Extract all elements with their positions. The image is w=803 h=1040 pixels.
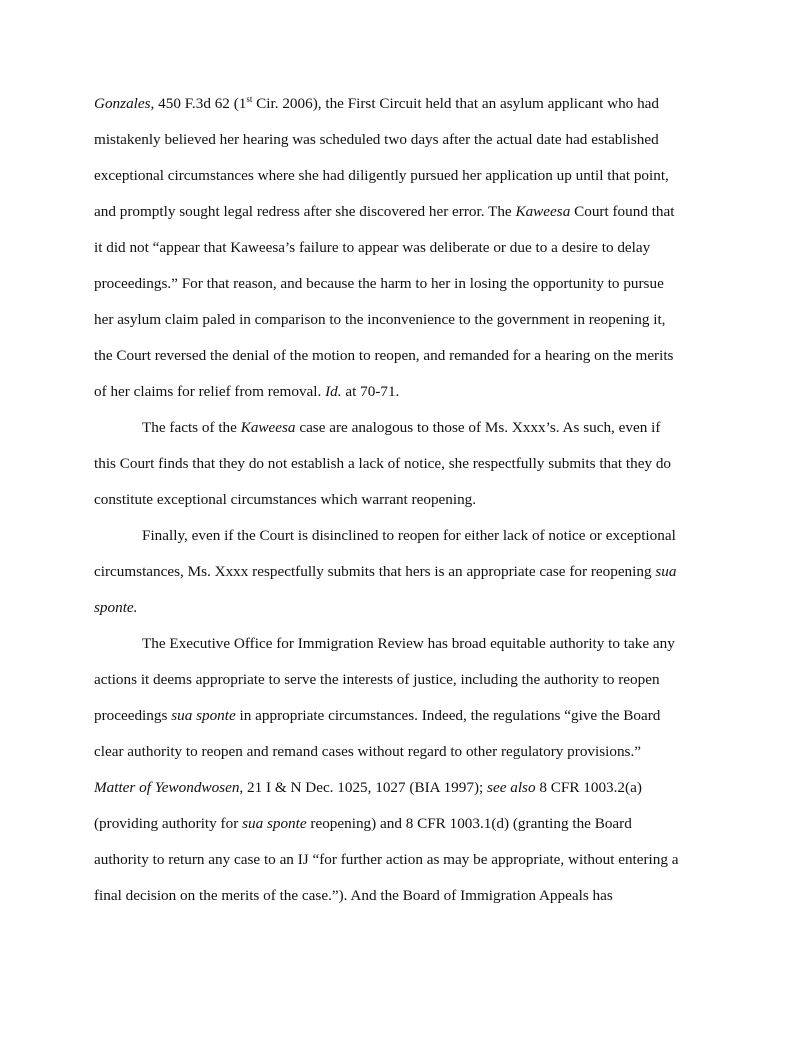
text-segment: proceedings.” For that reason, and because the harm to her in losing the opportunity to pursue — [94, 275, 664, 292]
text-segment: proceedings — [94, 707, 172, 724]
text-segment: at 70-71. — [341, 383, 400, 400]
text-line — [94, 734, 734, 770]
text-line — [94, 338, 734, 374]
text-segment: (providing authority for — [94, 815, 243, 832]
text-segment: constitute exceptional circumstances which warrant reopening. — [94, 491, 477, 508]
text-line — [94, 194, 734, 230]
body-text — [94, 86, 734, 914]
text-segment: her asylum claim paled in comparison to the inconvenience to the government in reopening it, — [94, 311, 666, 328]
text-segment: exceptional circumstances where she had diligently pursued her application up until that point, — [94, 167, 669, 184]
italic-text: sua — [655, 563, 677, 580]
text-line — [94, 374, 734, 410]
text-segment: Court found that — [570, 203, 675, 220]
text-segment: authority to return any case to an IJ “for further action as may be appropriate, without entering a — [94, 851, 679, 868]
text-segment: The facts of the — [142, 419, 241, 436]
text-segment: clear authority to reopen and remand cases without regard to other regulatory provisions.” — [94, 743, 641, 760]
superscript: st — [246, 93, 253, 104]
text-segment: , 450 F.3d 62 (1 — [150, 95, 247, 112]
text-segment: Finally, even if the Court is disinclined to reopen for either lack of notice or exceptional — [142, 527, 676, 544]
text-segment: and promptly sought legal redress after she discovered her error. The — [94, 203, 516, 220]
italic-text: Id. — [325, 383, 342, 400]
text-line — [94, 806, 734, 842]
text-segment: the Court reversed the denial of the motion to reopen, and remanded for a hearing on the merits — [94, 347, 674, 364]
text-line — [94, 518, 734, 554]
text-segment: Cir. 2006), the First Circuit held that an asylum applicant who had — [252, 95, 659, 112]
text-line — [94, 158, 734, 194]
italic-text: sua sponte — [242, 815, 307, 832]
text-segment: 8 CFR 1003.2(a) — [535, 779, 642, 796]
text-line — [94, 554, 734, 590]
text-segment: of her claims for relief from removal. — [94, 383, 326, 400]
text-line — [94, 266, 734, 302]
text-segment: mistakenly believed her hearing was scheduled two days after the actual date had established — [94, 131, 659, 148]
text-segment: case are analogous to those of Ms. Xxxx’s. As such, even if — [295, 419, 661, 436]
text-line — [94, 482, 734, 518]
text-line — [94, 446, 734, 482]
text-line — [94, 86, 734, 122]
text-segment: circumstances, Ms. Xxxx respectfully submits that hers is an appropriate case for reopening — [94, 563, 656, 580]
text-line — [94, 626, 734, 662]
text-line — [94, 878, 734, 914]
text-line — [94, 410, 734, 446]
text-segment: The Executive Office for Immigration Review has broad equitable authority to take any — [142, 635, 675, 652]
text-line — [94, 302, 734, 338]
text-segment: it did not “appear that Kaweesa’s failure to appear was deliberate or due to a desire to delay — [94, 239, 651, 256]
text-line — [94, 842, 734, 878]
text-line — [94, 662, 734, 698]
italic-text: Kaweesa — [515, 203, 571, 220]
text-segment: this Court finds that they do not establish a lack of notice, she respectfully submits that they do — [94, 455, 672, 472]
text-line — [94, 122, 734, 158]
text-line — [94, 698, 734, 734]
text-line — [94, 590, 734, 626]
text-segment: reopening) and 8 CFR 1003.1(d) (granting the Board — [306, 815, 632, 832]
text-segment: , 21 I & N Dec. 1025, 1027 (BIA 1997); — [239, 779, 488, 796]
text-segment: final decision on the merits of the case.”). And the Board of Immigration Appeals has — [94, 887, 613, 904]
text-line — [94, 230, 734, 266]
text-line — [94, 770, 734, 806]
italic-text: sua sponte — [171, 707, 236, 724]
text-segment: in appropriate circumstances. Indeed, the regulations “give the Board — [235, 707, 661, 724]
text-segment: actions it deems appropriate to serve the interests of justice, including the authority to reopen — [94, 671, 660, 688]
italic-text: sponte. — [94, 599, 138, 616]
italic-text: see also — [487, 779, 536, 796]
italic-text: Kaweesa — [240, 419, 296, 436]
italic-text: Matter of Yewondwosen — [94, 779, 240, 796]
italic-text: Gonzales — [94, 95, 151, 112]
